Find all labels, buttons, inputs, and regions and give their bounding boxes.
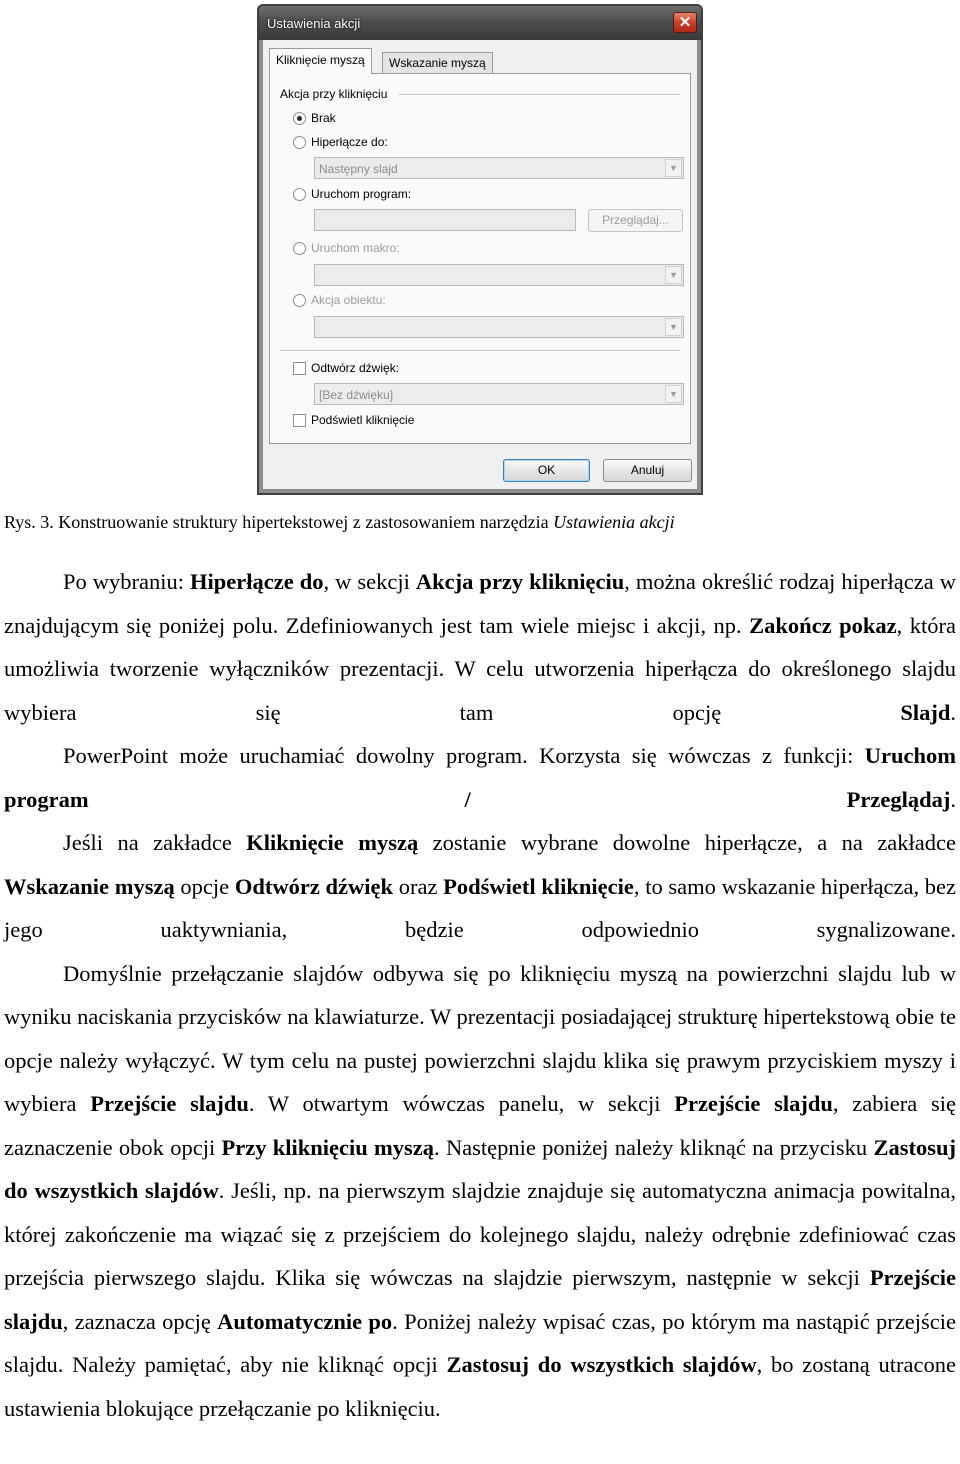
- text-run: Domyślnie przełączanie slajdów odbywa się po kliknięciu myszą na powierzchni slajdu lub w wyniku naciskania przycisków na klawiaturze. W prezentacji posiadającej strukturę hipertekstową obie te opcje należy wyłączyć. W tym celu na pustej powierzchni slajdu klika się prawym przyciskiem myszy i wybiera: [4, 960, 956, 1116]
- label-object-action: Akcja obiektu:: [311, 293, 386, 307]
- radio-run-program[interactable]: [293, 188, 306, 201]
- text-run: .: [950, 786, 956, 812]
- text-run: .: [950, 699, 956, 725]
- chevron-down-icon[interactable]: ▼: [665, 266, 682, 284]
- program-path-input[interactable]: [314, 209, 576, 231]
- bold-term: Przy kliknięciu myszą: [221, 1134, 435, 1160]
- sound-select[interactable]: [314, 383, 684, 405]
- text-run: oraz: [393, 873, 444, 899]
- text-run: , można określić rodzaj hiperłącza w znajdującym się poniżej polu. Zdefiniowanych jest tam wiele miejsc i akcji, np.: [4, 569, 957, 638]
- tab-mouse-over[interactable]: Wskazanie myszą: [382, 52, 493, 73]
- text-run: zostanie wybrane dowolne hiperłącze, a na zakładce: [418, 830, 957, 855]
- bold-term: Akcja przy kliknięciu: [415, 569, 625, 594]
- action-settings-dialog: [257, 4, 703, 495]
- text-run: , zabiera się zaznaczenie obok opcji: [4, 1091, 956, 1160]
- figure-caption: [4, 512, 675, 533]
- checkbox-highlight-click[interactable]: [293, 414, 306, 427]
- bold-term: Wskazanie myszą: [4, 873, 175, 899]
- hyperlink-target-value: Następny slajd: [319, 162, 398, 176]
- text-run: Jeśli na zakładce: [63, 830, 247, 855]
- bold-term: Zakończ pokaz: [749, 612, 897, 638]
- text-run: . Jeśli, np. na pierwszym slajdzie znajduje się automatyczna animacja powitalna, której zakończenie ma wiązać się z przejściem do kolejnego slajdu, należy odrębnie zdefiniować czas przejścia pierwszego slajdu. Klika się wówczas na slajdzie pierwszym, następnie w sekcji: [4, 1178, 957, 1290]
- text-run: , która umożliwia tworzenie wyłączników prezentacji. W celu utworzenia hiperłącza do określonego slajdu wybiera się tam opcję: [4, 612, 956, 725]
- text-run: , to samo wskazanie hiperłącza, bez jego uaktywniania, będzie odpowiednio sygnalizowane.: [4, 873, 956, 942]
- bold-term: Zastosuj do wszystkich slajdów: [446, 1352, 757, 1377]
- label-hyperlink: Hiperłącze do:: [311, 135, 388, 149]
- dialog-client-area: [263, 40, 697, 489]
- bold-term: Przejście slajdu: [674, 1091, 833, 1116]
- chevron-down-icon[interactable]: ▼: [665, 159, 682, 177]
- group-label-click-action: Akcja przy kliknięciu: [280, 87, 388, 101]
- close-icon: ✕: [678, 14, 692, 31]
- label-none: Brak: [311, 111, 336, 125]
- checkbox-play-sound[interactable]: [293, 362, 306, 375]
- text-run: PowerPoint może uruchamiać dowolny program. Korzysta się wówczas z funkcji:: [63, 743, 865, 768]
- macro-select[interactable]: [314, 264, 684, 286]
- bold-term: Kliknięcie myszą: [246, 830, 419, 855]
- group-divider: [398, 94, 680, 95]
- bold-term: Slajd: [900, 699, 951, 725]
- paragraph-1: [4, 560, 956, 734]
- dialog-title: Ustawienia akcji: [267, 16, 361, 31]
- close-button[interactable]: [673, 12, 697, 33]
- bold-term: Hiperłącze do: [190, 569, 324, 594]
- text-run: , zaznacza opcję: [62, 1308, 218, 1334]
- ok-button[interactable]: OK: [503, 459, 590, 482]
- radio-object-action[interactable]: [293, 294, 306, 307]
- title-bar: [259, 6, 701, 40]
- label-run-program: Uruchom program:: [311, 187, 412, 201]
- paragraph-3: [4, 821, 956, 952]
- object-action-select[interactable]: [314, 316, 684, 338]
- paragraph-2: [4, 734, 956, 821]
- text-run: opcje: [174, 873, 235, 899]
- caption-italic: Ustawienia akcji: [553, 512, 675, 532]
- radio-hyperlink[interactable]: [293, 136, 306, 149]
- text-run: , bo zostaną utracone ustawienia blokujące przełączanie po kliknięciu.: [4, 1352, 957, 1421]
- bold-term: Automatycznie po: [217, 1308, 393, 1334]
- tab-panel-mouse-click: [269, 73, 691, 444]
- hyperlink-target-select[interactable]: [314, 157, 684, 179]
- section-divider: [280, 350, 680, 351]
- label-run-macro: Uruchom makro:: [311, 241, 400, 255]
- chevron-down-icon[interactable]: ▼: [665, 318, 682, 336]
- bold-term: Odtwórz dźwięk: [234, 873, 394, 899]
- body-text: [4, 560, 956, 1430]
- bold-term: Zastosuj do wszystkich slajdów: [4, 1134, 956, 1203]
- caption-text: Rys. 3. Konstruowanie struktury hipertekstowej z zastosowaniem narzędzia: [4, 512, 554, 532]
- bold-term: Przejście slajdu: [90, 1091, 249, 1116]
- label-play-sound: Odtwórz dźwięk:: [311, 361, 400, 375]
- text-run: . Poniżej należy wpisać czas, po którym ma nastąpić przejście slajdu. Należy pamiętać, aby nie kliknąć opcji: [4, 1308, 956, 1377]
- radio-run-macro[interactable]: [293, 242, 306, 255]
- radio-none[interactable]: [293, 112, 306, 125]
- cancel-button[interactable]: Anuluj: [603, 459, 692, 482]
- bold-term: Podświetl kliknięcie: [443, 873, 634, 899]
- bold-term: Uruchom program / Przeglądaj: [4, 743, 956, 812]
- paragraph-4: [4, 952, 956, 1431]
- sound-value: [Bez dźwięku]: [319, 388, 394, 402]
- text-run: , w sekcji: [323, 569, 416, 594]
- chevron-down-icon[interactable]: ▼: [665, 385, 682, 403]
- browse-button[interactable]: Przeglądaj...: [588, 209, 683, 232]
- label-highlight-click: Podświetl kliknięcie: [311, 413, 415, 427]
- text-run: . Następnie poniżej należy kliknąć na przycisku: [434, 1134, 874, 1160]
- bold-term: Przejście slajdu: [4, 1265, 956, 1334]
- tab-mouse-click[interactable]: Kliknięcie myszą: [269, 48, 372, 74]
- text-run: . W otwartym wówczas panelu, w sekcji: [248, 1091, 675, 1116]
- text-run: Po wybraniu:: [63, 569, 191, 594]
